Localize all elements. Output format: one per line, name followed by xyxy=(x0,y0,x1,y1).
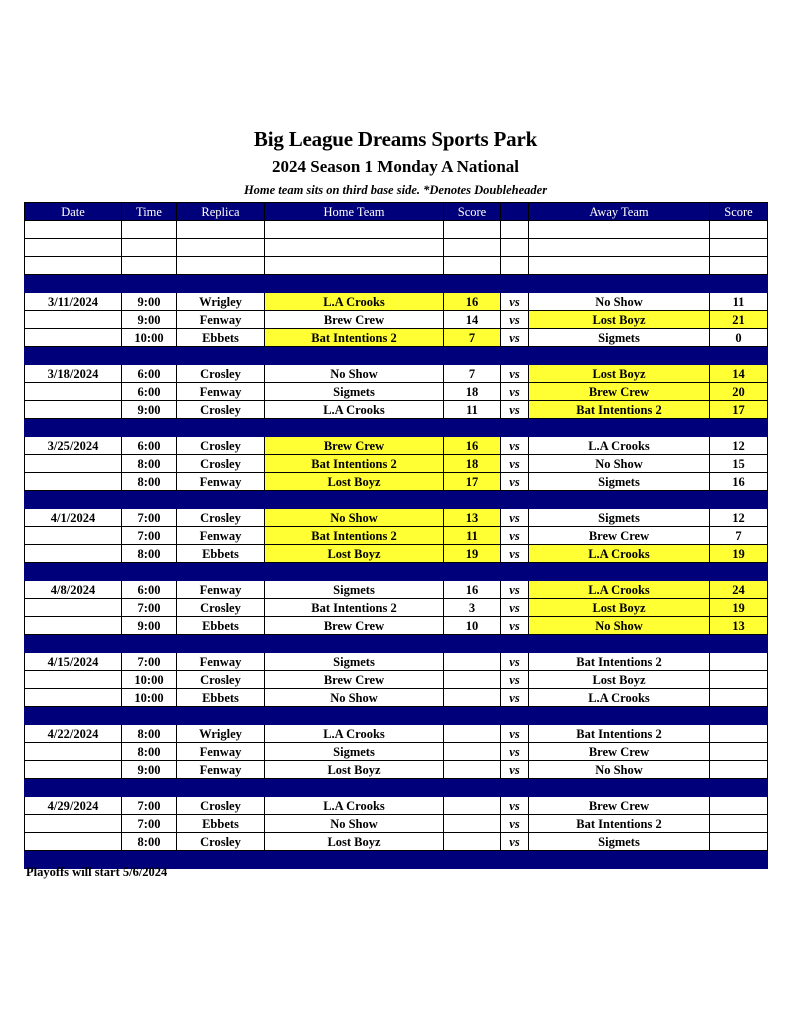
game-replica: Fenway xyxy=(177,761,265,779)
game-row xyxy=(25,653,768,671)
away-score xyxy=(710,761,768,779)
game-date xyxy=(25,689,122,707)
game-date xyxy=(25,383,122,401)
vs-label: vs xyxy=(501,599,529,617)
home-team: L.A Crooks xyxy=(265,797,444,815)
game-date xyxy=(25,545,122,563)
vs-label: vs xyxy=(501,311,529,329)
game-date: 4/1/2024 xyxy=(25,509,122,527)
away-team: Sigmets xyxy=(529,833,710,851)
game-date: 3/25/2024 xyxy=(25,437,122,455)
away-score: 24 xyxy=(710,581,768,599)
vs-label: vs xyxy=(501,329,529,347)
vs-label: vs xyxy=(501,509,529,527)
vs-label: vs xyxy=(501,383,529,401)
game-date: 4/29/2024 xyxy=(25,797,122,815)
empty-row xyxy=(25,257,768,275)
game-time: 6:00 xyxy=(122,383,177,401)
away-score: 20 xyxy=(710,383,768,401)
game-date: 4/22/2024 xyxy=(25,725,122,743)
header-row xyxy=(25,203,768,221)
week-separator xyxy=(25,635,768,653)
game-replica: Ebbets xyxy=(177,545,265,563)
home-team: No Show xyxy=(265,509,444,527)
vs-label: vs xyxy=(501,833,529,851)
vs-label: vs xyxy=(501,581,529,599)
game-replica: Ebbets xyxy=(177,329,265,347)
vs-label: vs xyxy=(501,671,529,689)
away-team: No Show xyxy=(529,761,710,779)
home-score: 11 xyxy=(444,401,501,419)
away-score xyxy=(710,653,768,671)
vs-label: vs xyxy=(501,725,529,743)
home-score xyxy=(444,797,501,815)
game-time: 6:00 xyxy=(122,581,177,599)
home-team: No Show xyxy=(265,815,444,833)
home-score: 10 xyxy=(444,617,501,635)
home-team: Sigmets xyxy=(265,743,444,761)
game-replica: Crosley xyxy=(177,455,265,473)
game-row xyxy=(25,581,768,599)
away-team: Sigmets xyxy=(529,473,710,491)
empty-row xyxy=(25,221,768,239)
game-row xyxy=(25,383,768,401)
away-score xyxy=(710,671,768,689)
game-row xyxy=(25,329,768,347)
game-date: 3/18/2024 xyxy=(25,365,122,383)
away-team: L.A Crooks xyxy=(529,545,710,563)
schedule-table xyxy=(24,202,768,869)
away-score xyxy=(710,743,768,761)
game-time: 6:00 xyxy=(122,437,177,455)
col-date-header: Date xyxy=(25,203,122,221)
game-time: 8:00 xyxy=(122,725,177,743)
week-separator xyxy=(25,707,768,725)
home-score: 13 xyxy=(444,509,501,527)
vs-label: vs xyxy=(501,761,529,779)
game-date: 4/15/2024 xyxy=(25,653,122,671)
game-replica: Crosley xyxy=(177,401,265,419)
game-date xyxy=(25,455,122,473)
home-score: 16 xyxy=(444,293,501,311)
away-score: 14 xyxy=(710,365,768,383)
home-score: 16 xyxy=(444,437,501,455)
home-team: L.A Crooks xyxy=(265,725,444,743)
home-score xyxy=(444,653,501,671)
game-row xyxy=(25,671,768,689)
home-team: Lost Boyz xyxy=(265,545,444,563)
away-team: Lost Boyz xyxy=(529,599,710,617)
game-replica: Crosley xyxy=(177,365,265,383)
home-score xyxy=(444,761,501,779)
game-date xyxy=(25,401,122,419)
week-separator xyxy=(25,491,768,509)
game-row xyxy=(25,509,768,527)
col-home-team-header: Home Team xyxy=(265,203,444,221)
away-score xyxy=(710,725,768,743)
game-time: 9:00 xyxy=(122,293,177,311)
game-replica: Crosley xyxy=(177,797,265,815)
away-score: 12 xyxy=(710,437,768,455)
home-team: Lost Boyz xyxy=(265,473,444,491)
away-team: Lost Boyz xyxy=(529,365,710,383)
page-subtitle: 2024 Season 1 Monday A National xyxy=(271,157,519,176)
game-date xyxy=(25,671,122,689)
page-title: Big League Dreams Sports Park xyxy=(253,127,538,151)
game-row xyxy=(25,797,768,815)
away-score: 11 xyxy=(710,293,768,311)
home-score xyxy=(444,815,501,833)
home-team-note: Home team sits on third base side. *Denotes Doubleheader xyxy=(243,183,548,197)
away-team: Sigmets xyxy=(529,329,710,347)
game-time: 8:00 xyxy=(122,833,177,851)
vs-label: vs xyxy=(501,365,529,383)
game-time: 8:00 xyxy=(122,545,177,563)
game-date xyxy=(25,761,122,779)
game-date xyxy=(25,743,122,761)
col-replica-header: Replica xyxy=(177,203,265,221)
game-replica: Crosley xyxy=(177,437,265,455)
away-score: 7 xyxy=(710,527,768,545)
home-team: L.A Crooks xyxy=(265,401,444,419)
game-row xyxy=(25,437,768,455)
away-team: Brew Crew xyxy=(529,527,710,545)
game-time: 9:00 xyxy=(122,761,177,779)
game-time: 7:00 xyxy=(122,509,177,527)
home-score: 17 xyxy=(444,473,501,491)
game-row xyxy=(25,599,768,617)
away-score: 0 xyxy=(710,329,768,347)
game-replica: Fenway xyxy=(177,527,265,545)
home-score: 18 xyxy=(444,383,501,401)
vs-label: vs xyxy=(501,545,529,563)
vs-label: vs xyxy=(501,797,529,815)
away-team: Lost Boyz xyxy=(529,671,710,689)
home-team: No Show xyxy=(265,689,444,707)
col-home-score-header: Score xyxy=(444,203,501,221)
game-time: 9:00 xyxy=(122,617,177,635)
game-replica: Crosley xyxy=(177,509,265,527)
away-team: Brew Crew xyxy=(529,743,710,761)
game-date xyxy=(25,329,122,347)
home-score xyxy=(444,689,501,707)
away-score: 21 xyxy=(710,311,768,329)
home-team: Brew Crew xyxy=(265,671,444,689)
game-row xyxy=(25,743,768,761)
col-vs-header xyxy=(501,203,529,221)
game-row xyxy=(25,689,768,707)
home-team: Lost Boyz xyxy=(265,761,444,779)
home-score xyxy=(444,671,501,689)
home-score: 3 xyxy=(444,599,501,617)
col-time-header: Time xyxy=(122,203,177,221)
away-score: 19 xyxy=(710,599,768,617)
schedule-body xyxy=(25,221,768,869)
game-date xyxy=(25,599,122,617)
game-time: 8:00 xyxy=(122,455,177,473)
game-date xyxy=(25,815,122,833)
game-row xyxy=(25,545,768,563)
week-separator xyxy=(25,563,768,581)
away-score: 16 xyxy=(710,473,768,491)
away-score: 15 xyxy=(710,455,768,473)
away-team: L.A Crooks xyxy=(529,437,710,455)
away-team: Bat Intentions 2 xyxy=(529,401,710,419)
game-replica: Ebbets xyxy=(177,689,265,707)
game-replica: Fenway xyxy=(177,653,265,671)
away-team: Bat Intentions 2 xyxy=(529,653,710,671)
away-team: Lost Boyz xyxy=(529,311,710,329)
game-date xyxy=(25,617,122,635)
away-score xyxy=(710,689,768,707)
game-replica: Fenway xyxy=(177,581,265,599)
home-team: Lost Boyz xyxy=(265,833,444,851)
game-date: 4/8/2024 xyxy=(25,581,122,599)
col-away-team-header: Away Team xyxy=(529,203,710,221)
home-team: Bat Intentions 2 xyxy=(265,599,444,617)
home-score xyxy=(444,833,501,851)
game-row xyxy=(25,293,768,311)
away-score: 17 xyxy=(710,401,768,419)
home-team: No Show xyxy=(265,365,444,383)
home-score: 16 xyxy=(444,581,501,599)
away-team: No Show xyxy=(529,293,710,311)
week-separator xyxy=(25,275,768,293)
away-score: 13 xyxy=(710,617,768,635)
vs-label: vs xyxy=(501,689,529,707)
away-team: L.A Crooks xyxy=(529,581,710,599)
game-time: 9:00 xyxy=(122,401,177,419)
vs-label: vs xyxy=(501,617,529,635)
game-time: 7:00 xyxy=(122,527,177,545)
game-time: 8:00 xyxy=(122,743,177,761)
home-team: L.A Crooks xyxy=(265,293,444,311)
game-row xyxy=(25,815,768,833)
game-replica: Crosley xyxy=(177,833,265,851)
game-date xyxy=(25,311,122,329)
game-date: 3/11/2024 xyxy=(25,293,122,311)
vs-label: vs xyxy=(501,815,529,833)
home-team: Bat Intentions 2 xyxy=(265,527,444,545)
away-team: Bat Intentions 2 xyxy=(529,725,710,743)
home-score: 14 xyxy=(444,311,501,329)
game-time: 10:00 xyxy=(122,671,177,689)
home-score: 7 xyxy=(444,365,501,383)
week-separator xyxy=(25,419,768,437)
game-time: 7:00 xyxy=(122,797,177,815)
home-score: 7 xyxy=(444,329,501,347)
away-team: Brew Crew xyxy=(529,797,710,815)
home-score: 19 xyxy=(444,545,501,563)
game-replica: Ebbets xyxy=(177,617,265,635)
home-score: 18 xyxy=(444,455,501,473)
vs-label: vs xyxy=(501,455,529,473)
away-score xyxy=(710,797,768,815)
home-score: 11 xyxy=(444,527,501,545)
game-row xyxy=(25,527,768,545)
away-team: L.A Crooks xyxy=(529,689,710,707)
vs-label: vs xyxy=(501,473,529,491)
game-time: 7:00 xyxy=(122,599,177,617)
game-row xyxy=(25,365,768,383)
game-time: 10:00 xyxy=(122,689,177,707)
vs-label: vs xyxy=(501,743,529,761)
game-time: 10:00 xyxy=(122,329,177,347)
away-score xyxy=(710,815,768,833)
playoffs-note: Playoffs will start 5/6/2024 xyxy=(26,865,168,879)
game-replica: Fenway xyxy=(177,311,265,329)
game-replica: Wrigley xyxy=(177,725,265,743)
col-away-score-header: Score xyxy=(710,203,768,221)
away-team: No Show xyxy=(529,455,710,473)
vs-label: vs xyxy=(501,293,529,311)
away-score: 12 xyxy=(710,509,768,527)
game-row xyxy=(25,473,768,491)
game-replica: Crosley xyxy=(177,599,265,617)
game-time: 6:00 xyxy=(122,365,177,383)
game-row xyxy=(25,761,768,779)
home-score xyxy=(444,743,501,761)
game-row xyxy=(25,311,768,329)
home-team: Brew Crew xyxy=(265,617,444,635)
game-replica: Ebbets xyxy=(177,815,265,833)
game-date xyxy=(25,833,122,851)
home-team: Sigmets xyxy=(265,383,444,401)
away-team: No Show xyxy=(529,617,710,635)
game-time: 9:00 xyxy=(122,311,177,329)
week-separator xyxy=(25,347,768,365)
home-score xyxy=(444,725,501,743)
home-team: Bat Intentions 2 xyxy=(265,329,444,347)
vs-label: vs xyxy=(501,401,529,419)
home-team: Brew Crew xyxy=(265,311,444,329)
game-time: 8:00 xyxy=(122,473,177,491)
vs-label: vs xyxy=(501,653,529,671)
vs-label: vs xyxy=(501,527,529,545)
away-team: Bat Intentions 2 xyxy=(529,815,710,833)
game-row xyxy=(25,833,768,851)
game-date xyxy=(25,473,122,491)
away-score xyxy=(710,833,768,851)
game-replica: Fenway xyxy=(177,743,265,761)
game-row xyxy=(25,725,768,743)
away-score: 19 xyxy=(710,545,768,563)
game-replica: Crosley xyxy=(177,671,265,689)
game-row xyxy=(25,617,768,635)
game-row xyxy=(25,401,768,419)
home-team: Sigmets xyxy=(265,653,444,671)
game-time: 7:00 xyxy=(122,815,177,833)
away-team: Sigmets xyxy=(529,509,710,527)
game-replica: Fenway xyxy=(177,473,265,491)
week-separator xyxy=(25,779,768,797)
game-time: 7:00 xyxy=(122,653,177,671)
home-team: Sigmets xyxy=(265,581,444,599)
vs-label: vs xyxy=(501,437,529,455)
empty-row xyxy=(25,239,768,257)
game-replica: Wrigley xyxy=(177,293,265,311)
home-team: Bat Intentions 2 xyxy=(265,455,444,473)
game-date xyxy=(25,527,122,545)
game-replica: Fenway xyxy=(177,383,265,401)
home-team: Brew Crew xyxy=(265,437,444,455)
game-row xyxy=(25,455,768,473)
away-team: Brew Crew xyxy=(529,383,710,401)
